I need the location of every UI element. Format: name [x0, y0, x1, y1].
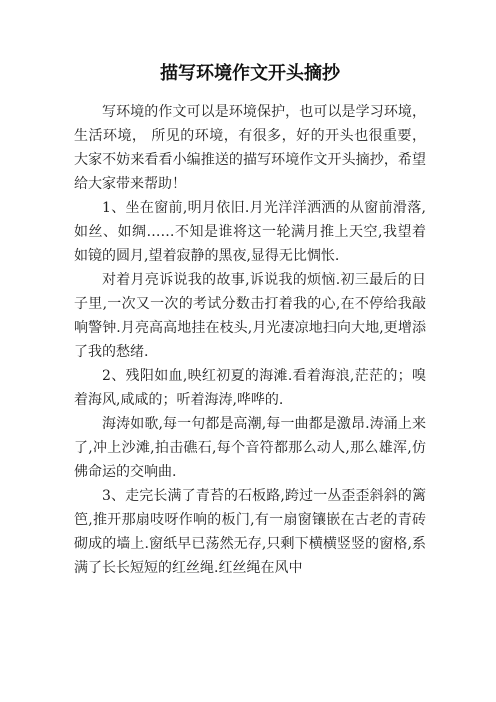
paragraph-2: 2、残阳如血,映红初夏的海滩.看着海浪,茫茫的；嗅着海风,咸咸的；听着海涛,哗哗的. — [74, 368, 426, 408]
paragraph-1: 1、坐在窗前,明月依旧.月光洋洋洒洒的从窗前滑落,如丝、如绸……不知是谁将这一轮满月推上天空,我望着如镜的圆月,望着寂静的黑夜,显得无比惆怅. — [74, 200, 426, 264]
paragraph-1-continued: 对着月亮诉说我的故事,诉说我的烦恼.初三最后的日子里,一次又一次的考试分数击打着我的心,在不停给我敲响警钟.月亮高高地挂在枝头,月光凄凉地扫向大地,更增添了我的愁绪. — [74, 272, 426, 360]
paragraph-intro: 写环境的作文可以是环境保护，也可以是学习环境，生活环境， 所见的环境，有很多，好的开头也很重要，大家不妨来看看小编推送的描写环境作文开头摘抄，希望给大家带来帮助！ — [74, 104, 426, 192]
page-title: 描写环境作文开头摘抄 — [160, 63, 340, 84]
paragraph-3: 3、走完长满了青苔的石板路,跨过一丛歪歪斜斜的篱笆,推开那扇吱呀作响的板门,有一扇窗镶嵌在古老的青砖砌成的墙上.窗纸早已荡然无存,只剩下横横竖竖的窗格,系满了长长短短的红丝绳.红丝绳在风中 — [74, 488, 426, 576]
paragraph-2-continued: 海涛如歌,每一句都是高潮,每一曲都是激昂.涛涌上来了,冲上沙滩,拍击礁石,每个音符都那么动人,那么雄浑,仿佛命运的交响曲. — [74, 416, 426, 480]
